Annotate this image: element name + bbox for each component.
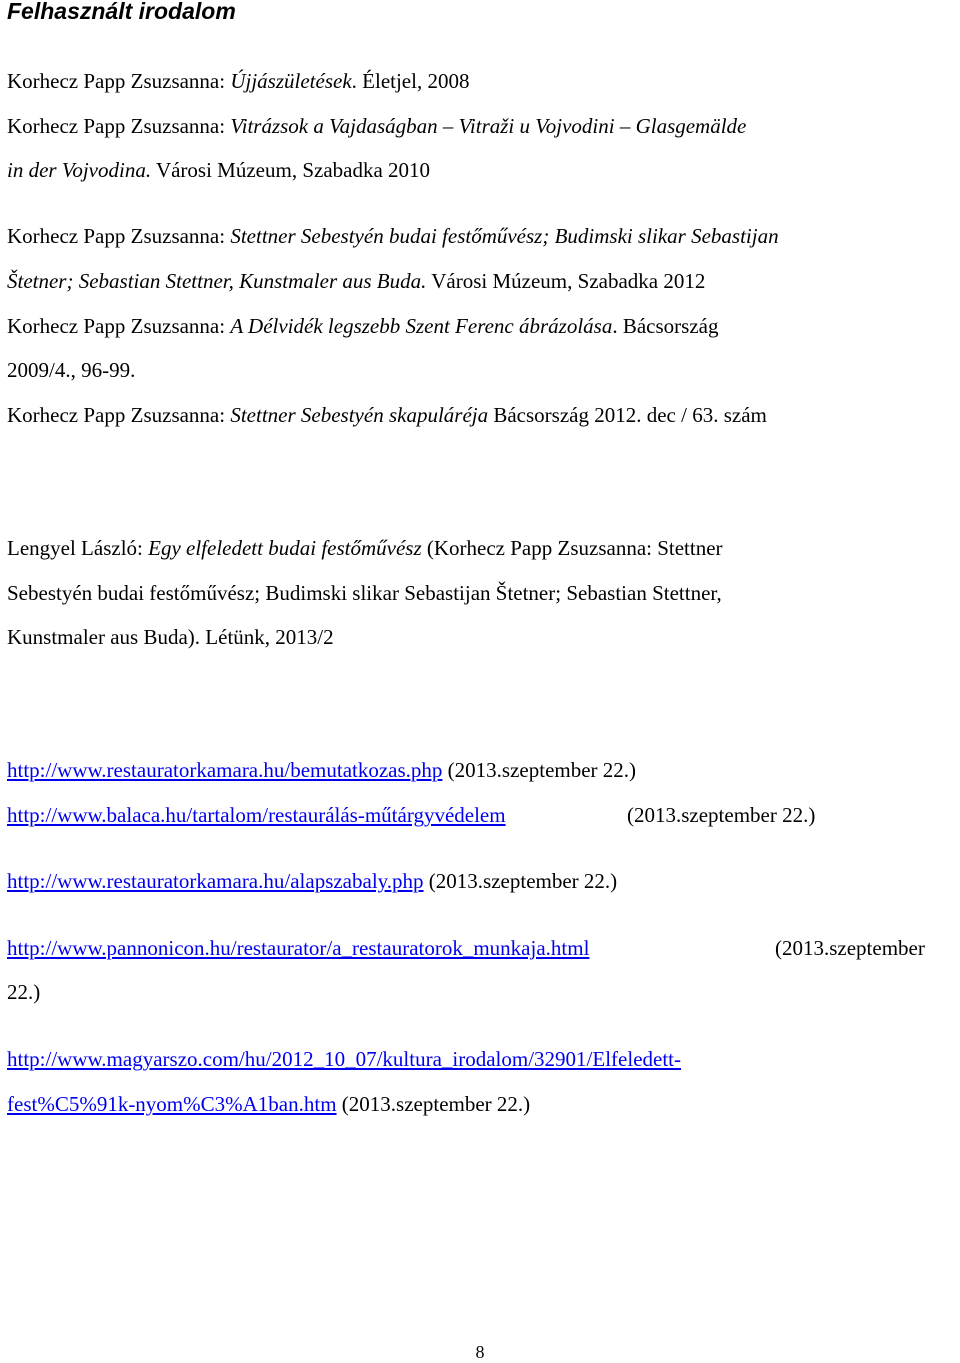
reference-title: Stettner Sebestyén budai festőművész; Budimski slikar Sebastijan — [230, 224, 779, 248]
page-number: 8 — [475, 1342, 485, 1362]
reference-source: . Bácsország — [612, 314, 719, 338]
reference-author: Korhecz Papp Zsuzsanna: — [7, 114, 231, 138]
reference-item — [7, 312, 718, 340]
web-source-item — [7, 934, 589, 962]
web-source-link[interactable]: http://www.magyarszo.com/hu/2012_10_07/kultura_irodalom/32901/Elfeledett- — [7, 1047, 682, 1071]
reference-title: in der Vojvodina. — [7, 158, 152, 182]
access-date: (2013.szeptember 22.) — [423, 869, 618, 893]
access-date: (2013.szeptember 22.) — [336, 1092, 531, 1116]
web-source-link[interactable]: http://www.pannonicon.hu/restaurator/a_restauratorok_munkaja.html — [7, 936, 590, 960]
web-source-item — [7, 1045, 681, 1073]
reference-title: A Délvidék legszebb Szent Ferenc ábrázolása — [230, 314, 613, 338]
web-source-item — [7, 867, 617, 895]
reference-item-continued — [7, 267, 705, 295]
access-date-continued: 22.) — [7, 980, 41, 1004]
reference-source: Városi Múzeum, Szabadka 2012 — [426, 269, 706, 293]
web-source-link[interactable]: http://www.restauratorkamara.hu/alapszabaly.php — [7, 869, 424, 893]
web-source-item-continued — [7, 1090, 530, 1118]
access-date: (2013.szeptember 22.) — [442, 758, 637, 782]
reference-item-continued — [7, 356, 135, 384]
reference-author: Korhecz Papp Zsuzsanna: — [7, 224, 231, 248]
web-source-link[interactable]: fest%C5%91k-nyom%C3%A1ban.htm — [7, 1092, 337, 1116]
reference-title: Štetner; Sebastian Stettner, Kunstmaler aus Buda. — [7, 269, 427, 293]
web-source-item — [7, 801, 506, 829]
reference-author: Lengyel László: — [7, 536, 149, 560]
section-heading: Felhasznált irodalom — [7, 0, 236, 24]
web-source-link[interactable]: http://www.balaca.hu/tartalom/restaurálás-műtárgyvédelem — [7, 803, 506, 827]
reference-author: Korhecz Papp Zsuzsanna: — [7, 403, 231, 427]
reference-source: Kunstmaler aus Buda). Létünk, 2013/2 — [7, 625, 334, 649]
reference-item — [7, 401, 767, 429]
reference-item — [7, 67, 469, 95]
reference-title: Vitrázsok a Vajdaságban – Vitraži u Vojvodini – Glasgemälde — [230, 114, 747, 138]
reference-item-continued — [7, 623, 334, 651]
reference-title: Újjászületések — [230, 69, 352, 93]
reference-title: Egy elfeledett budai festőművész — [148, 536, 422, 560]
reference-source: Sebestyén budai festőművész; Budimski slikar Sebastijan Štetner; Sebastian Stettner, — [7, 581, 722, 605]
web-source-item — [7, 756, 636, 784]
reference-source: 2009/4., 96-99. — [7, 358, 136, 382]
reference-item — [7, 222, 779, 250]
reference-source: Bácsország 2012. dec / 63. szám — [488, 403, 767, 427]
reference-author: Korhecz Papp Zsuzsanna: — [7, 314, 231, 338]
reference-item — [7, 534, 723, 562]
access-date: (2013.szeptember — [775, 936, 925, 960]
reference-item-continued — [7, 156, 430, 184]
access-date: (2013.szeptember 22.) — [627, 803, 816, 827]
reference-source: Városi Múzeum, Szabadka 2010 — [151, 158, 431, 182]
reference-source: . Életjel, 2008 — [351, 69, 470, 93]
reference-title: Stettner Sebestyén skapuláréja — [230, 403, 489, 427]
reference-author: Korhecz Papp Zsuzsanna: — [7, 69, 231, 93]
web-source-link[interactable]: http://www.restauratorkamara.hu/bemutatkozas.php — [7, 758, 443, 782]
reference-source: (Korhecz Papp Zsuzsanna: Stettner — [421, 536, 723, 560]
reference-item-continued — [7, 579, 722, 607]
reference-item — [7, 112, 746, 140]
